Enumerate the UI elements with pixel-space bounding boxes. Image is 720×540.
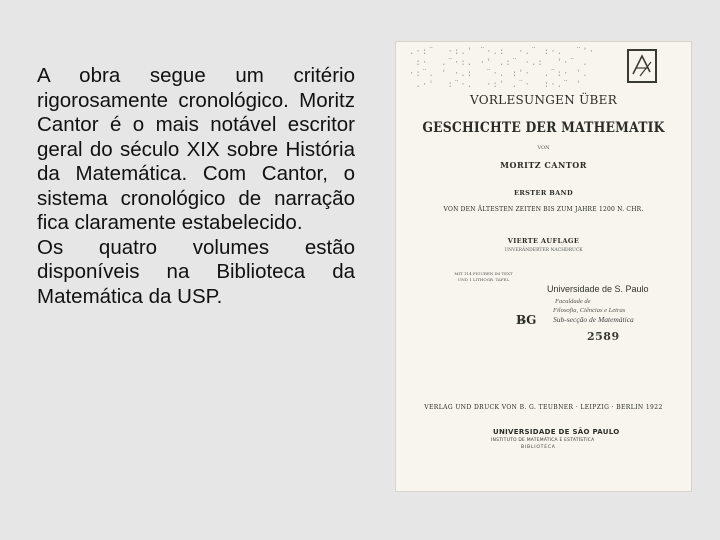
book-title-line2: GESCHICHTE DER MATHEMATIK <box>422 120 665 136</box>
library-stamp-line4: Sub-secção de Matemática <box>553 315 634 324</box>
bottom-stamp-line3: BIBLIOTECA <box>521 445 556 450</box>
publisher-logo-icon: B̶G <box>516 313 537 327</box>
by-label: VON <box>537 145 550 151</box>
book-title-line1: VORLESUNGEN ÜBER <box>469 93 618 107</box>
paragraph-cantor: A obra segue um critério rigorosamente cronológico. Moritz Cantor é o mais notável escritor geral do século XIX sobre História da Matemática. Com Cantor, o sistema cronológico de narração fica claramente estabelecido. <box>37 64 355 234</box>
reprint-note: UNVERÄNDERTER NACHDRUCK <box>504 248 583 253</box>
accession-number: 2589 <box>587 330 620 343</box>
publisher-imprint: VERLAG UND DRUCK VON B. G. TEUBNER · LEIPZIG · BERLIN 1922 <box>424 404 663 411</box>
figures-note-line1: MIT 114 FIGUREN IM TEXT <box>454 271 513 276</box>
book-author: MORITZ CANTOR <box>500 160 587 170</box>
bottom-stamp-line1: UNIVERSIDADE DE SÃO PAULO <box>493 428 620 436</box>
edition-label: VIERTE AUFLAGE <box>507 237 580 245</box>
paragraph-availability: Os quatro volumes estão disponíveis na Biblioteca da Matemática da USP. <box>37 235 355 308</box>
period-range: VON DEN ÄLTESTEN ZEITEN BIS ZUM JAHRE 1200 N. CHR. <box>443 206 644 213</box>
library-stamp-line3: Filosofia, Ciências e Letras <box>553 307 626 314</box>
corner-stamp-icon <box>627 49 657 83</box>
description-text <box>37 64 355 309</box>
library-stamp-line1: Universidade de S. Paulo <box>547 284 649 294</box>
ink-speckles: .·:¨ ·:.' ¨·.: ·.¨ :·. ¨'· :· .¨·:. ·' .:¨ ·.: '·¨ . ·:¨. ' ·.: ¨·. :'· .¨:· '. .·' :¨·. ·:' .¨· :·.¨ ' <box>409 47 596 90</box>
volume-label: ERSTER BAND <box>513 189 574 197</box>
figures-note-line2: UND 1 LITHOGR. TAFEL <box>457 277 510 282</box>
book-title-page-image <box>395 41 692 492</box>
library-stamp-line2: Faculdade de <box>555 298 591 305</box>
bottom-stamp-line2: INSTITUTO DE MATEMÁTICA E ESTATÍSTICA <box>491 438 595 443</box>
